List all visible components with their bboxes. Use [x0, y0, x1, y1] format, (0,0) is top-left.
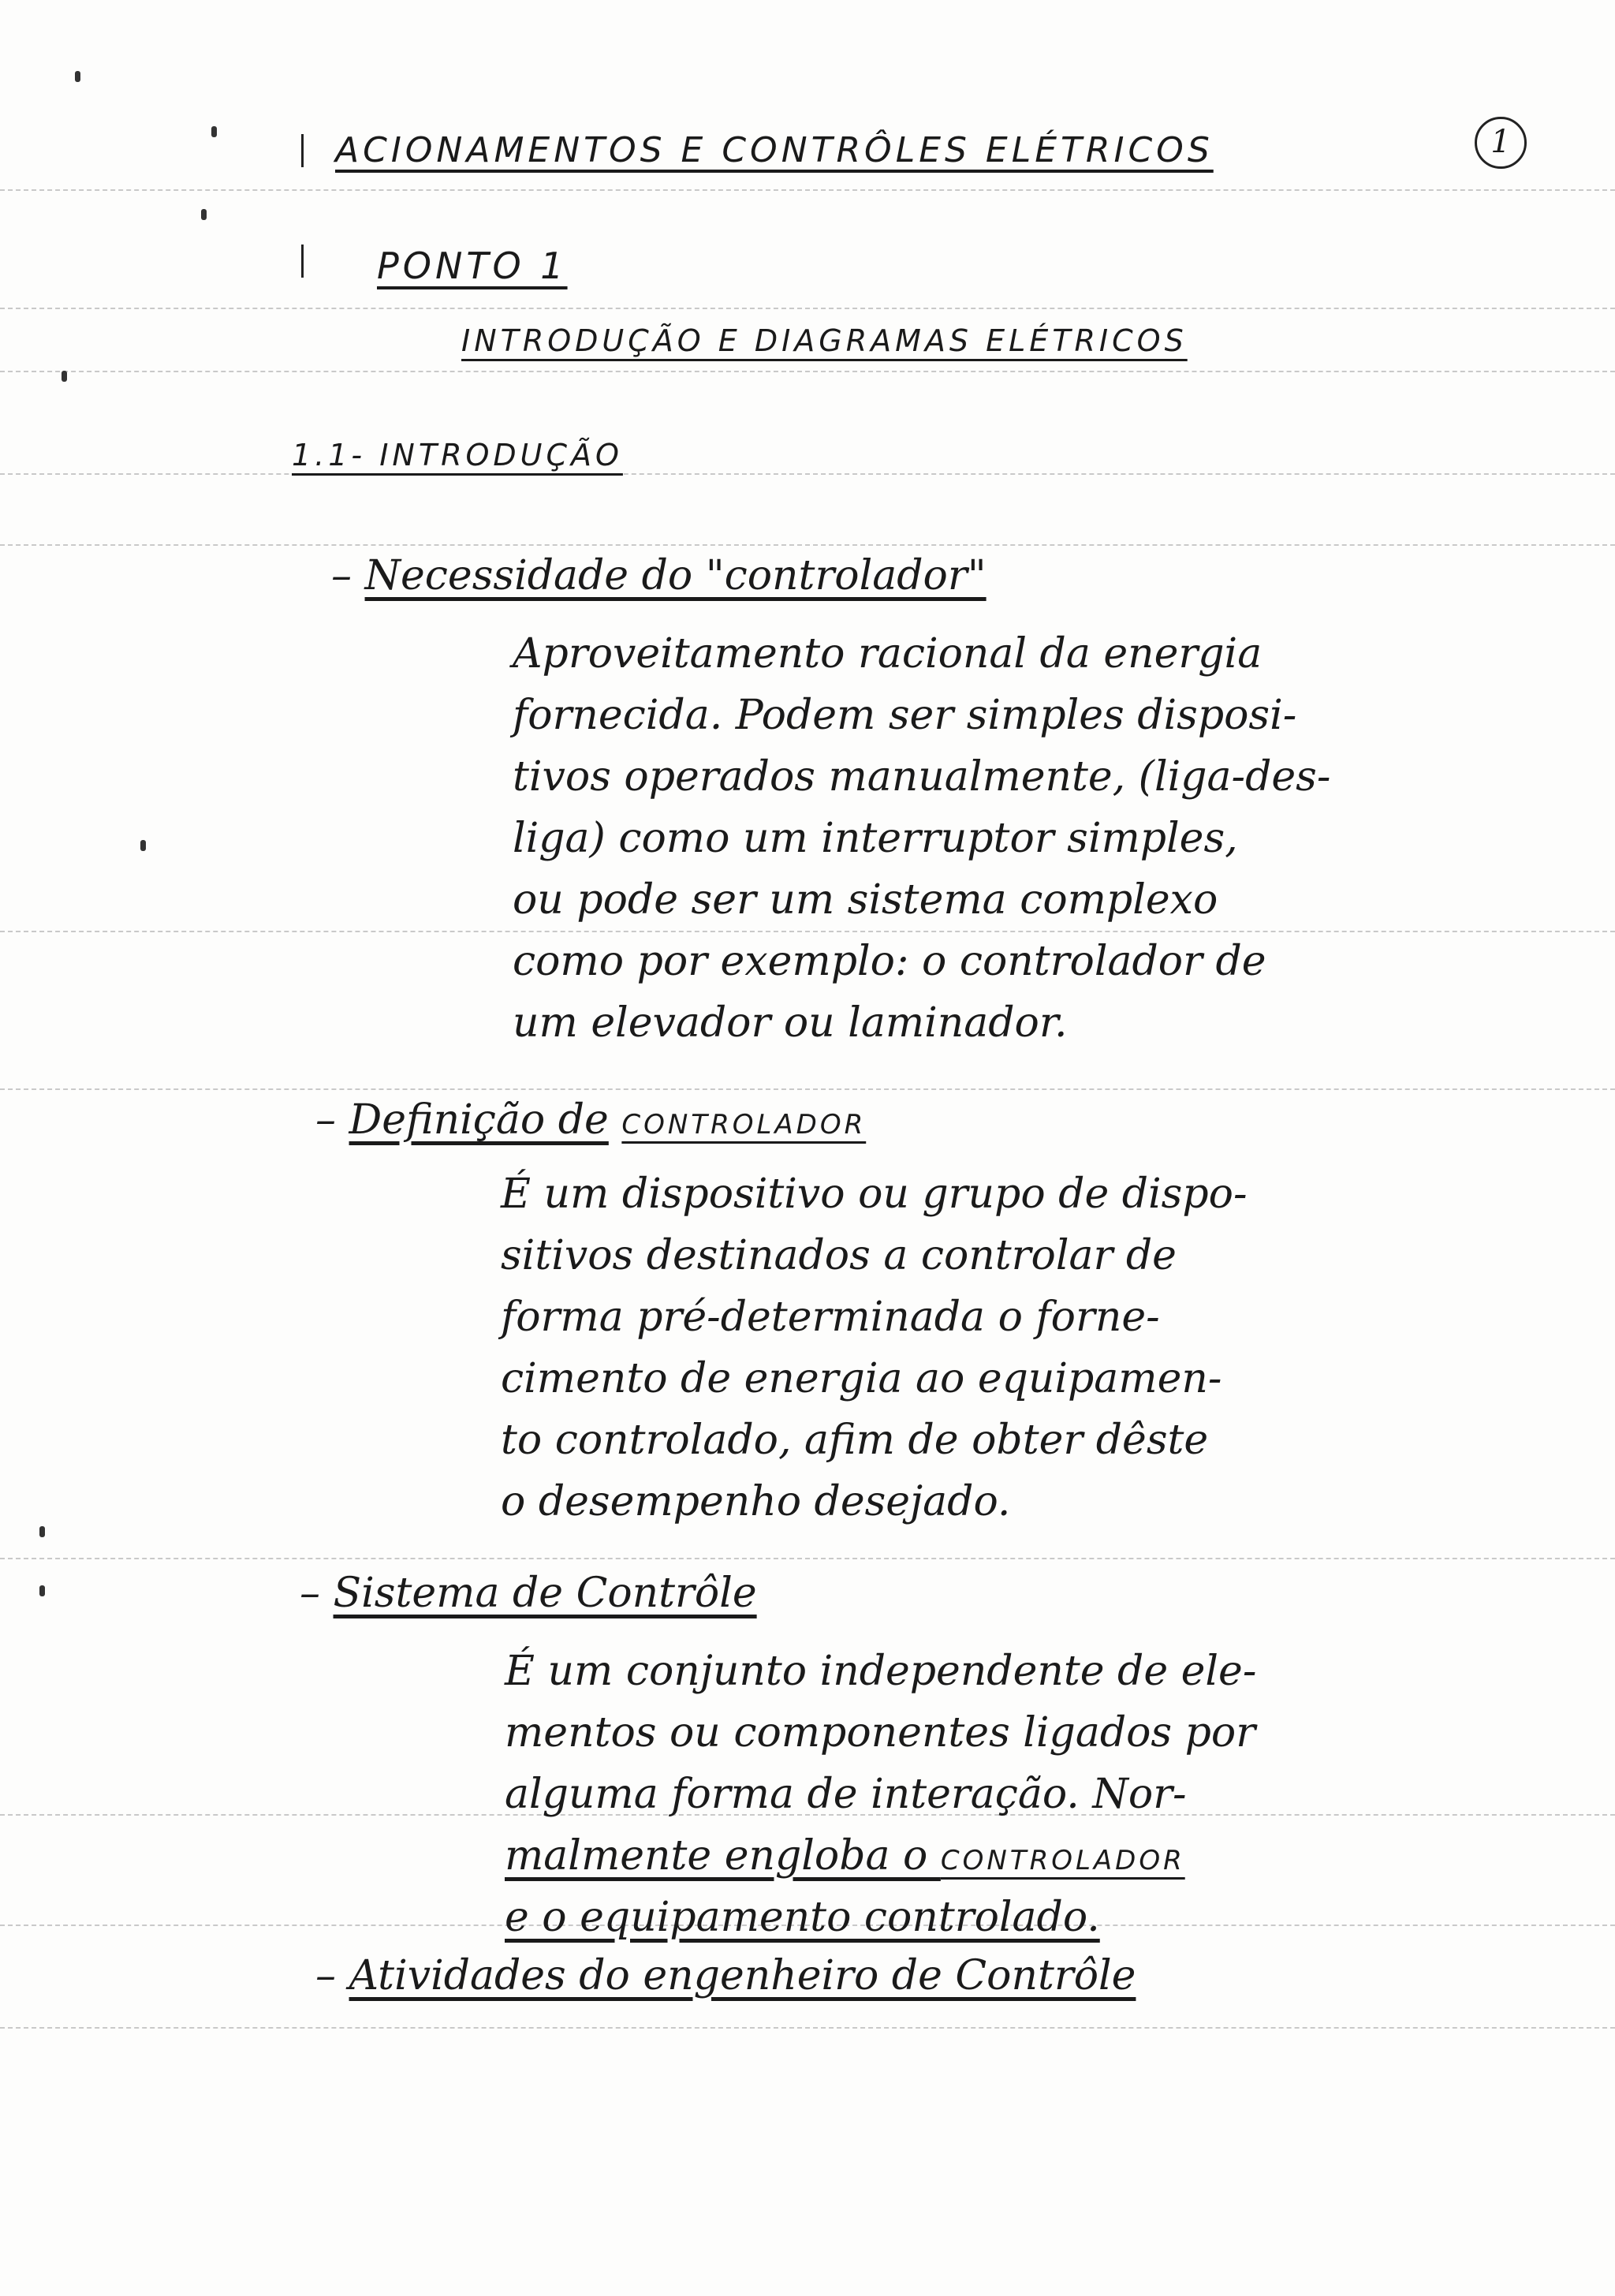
- ruled-line: [0, 1558, 1615, 1559]
- body-line: o desempenho desejado.: [501, 1478, 1011, 1525]
- item-heading-text: Sistema de Contrôle: [333, 1570, 757, 1617]
- body-line-text: malmente engloba o: [505, 1832, 941, 1880]
- body-line: ou pode ser um sistema complexo: [513, 876, 1218, 924]
- section-heading: 1.1- INTRODUÇÃO: [292, 438, 623, 472]
- binder-mark: [75, 71, 80, 82]
- body-line: forma pré-determinada o forne-: [501, 1294, 1160, 1341]
- item-heading: – Atividades do engenheiro de Contrôle: [315, 1952, 1136, 1999]
- ruled-line: [0, 371, 1615, 372]
- body-line: sitivos destinados a controlar de: [501, 1232, 1177, 1279]
- item-body: [513, 623, 1330, 1054]
- binder-mark: [211, 126, 217, 137]
- body-line: tivos operados manualmente, (liga-des-: [513, 753, 1331, 801]
- body-line: fornecida. Podem ser simples disposi-: [513, 692, 1297, 739]
- document-title: ACIONAMENTOS E CONTRÔLES ELÉTRICOS: [335, 130, 1214, 170]
- body-line: to controlado, afim de obter dêste: [501, 1417, 1209, 1464]
- body-line: alguma forma de interação. Nor-: [505, 1771, 1187, 1818]
- body-line: Aproveitamento racional da energia: [513, 630, 1263, 678]
- item-heading-text: Atividades do engenheiro de Contrôle: [349, 1952, 1136, 1999]
- body-line: como por exemplo: o controlador de: [513, 938, 1266, 985]
- binder-mark: [39, 1585, 45, 1596]
- item-body: [505, 1641, 1256, 1948]
- ruled-line: [0, 544, 1615, 546]
- margin-bar: [301, 134, 304, 167]
- body-line: liga) como um interruptor simples,: [513, 815, 1238, 862]
- item-heading-text: Definição de: [349, 1096, 609, 1144]
- body-line: mentos ou componentes ligados por: [505, 1709, 1256, 1757]
- body-inline-caps: CONTROLADOR: [940, 1845, 1185, 1876]
- ruled-line: [0, 2027, 1615, 2029]
- body-line: cimento de energia ao equipamen-: [501, 1355, 1222, 1402]
- ruled-line: [0, 189, 1615, 191]
- binder-mark: [140, 840, 146, 851]
- ruled-line: [0, 1088, 1615, 1090]
- ponto-heading: PONTO 1: [377, 245, 568, 287]
- binder-mark: [201, 209, 207, 220]
- ruled-line: [0, 473, 1615, 475]
- item-heading-text: Necessidade do "controlador": [364, 552, 987, 599]
- ruled-line: [0, 308, 1615, 309]
- body-line: um elevador ou laminador.: [513, 999, 1068, 1047]
- body-line: É um dispositivo ou grupo de dispo-: [501, 1170, 1248, 1218]
- item-heading: – Necessidade do "controlador": [331, 552, 987, 599]
- binder-mark: [62, 371, 67, 382]
- margin-bar: [301, 245, 304, 278]
- item-heading: – Definição de CONTROLADOR: [315, 1096, 867, 1144]
- item-heading: – Sistema de Contrôle: [300, 1570, 757, 1617]
- subtitle: INTRODUÇÃO E DIAGRAMAS ELÉTRICOS: [461, 323, 1188, 358]
- item-body: [501, 1163, 1248, 1533]
- body-line: É um conjunto independente de ele-: [505, 1648, 1257, 1695]
- item-heading-caps: CONTROLADOR: [621, 1109, 867, 1141]
- binder-mark: [39, 1526, 45, 1537]
- page-number: 1: [1475, 117, 1527, 169]
- body-line: e o equipamento controlado.: [505, 1894, 1100, 1941]
- body-line: [505, 1825, 1256, 1887]
